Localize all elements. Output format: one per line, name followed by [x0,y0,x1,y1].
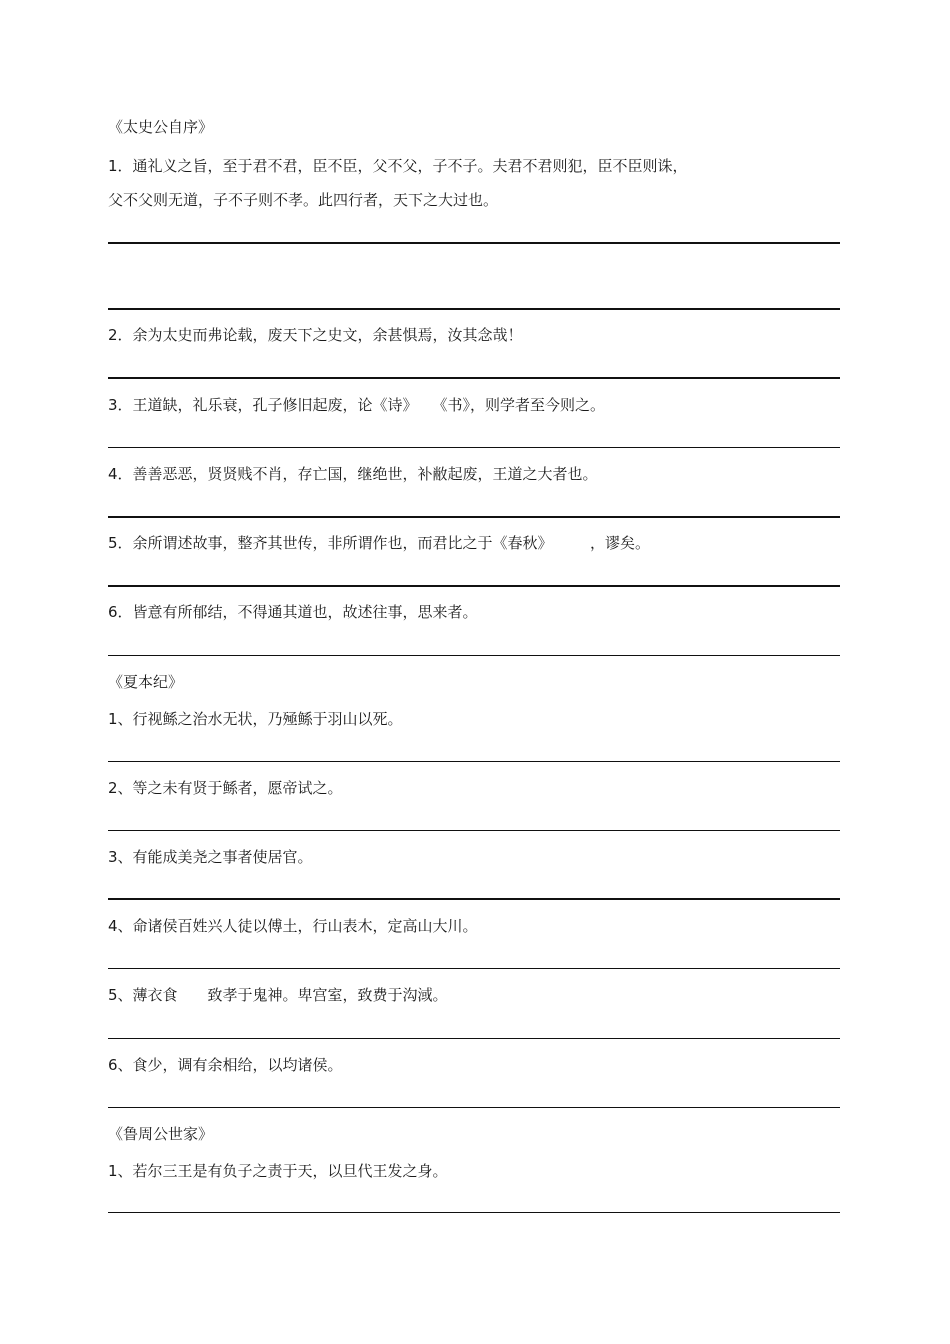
answer-line [108,242,840,244]
answer-line [108,447,840,448]
section-title: 《夏本纪》 [108,673,184,691]
sentence-line: 1、行视鲧之治水无状，乃殛鲧于羽山以死。 [108,710,403,728]
sentence-line: 2、等之未有贤于鲧者，愿帝试之。 [108,779,343,797]
section-title: 《鲁周公世家》 [108,1125,214,1143]
sentence-line: 6．皆意有所郁结，不得通其道也，故述往事，思来者。 [108,603,478,621]
answer-line [108,830,840,831]
sentence-line: 5．余所谓述故事，整齐其世传，非所谓作也，而君比之于《春秋》 ，谬矣。 [108,534,651,552]
sentence-line: 4．善善恶恶，贤贤贱不肖，存亡国，继绝世，补敝起废，王道之大者也。 [108,465,598,483]
answer-line [108,898,840,900]
answer-line [108,585,840,587]
answer-line [108,1212,840,1213]
sentence-line: 2．余为太史而弗论载，废天下之史文，余甚惧焉，汝其念哉！ [108,326,523,344]
sentence-line: 6、食少，调有余相给，以均诸侯。 [108,1056,343,1074]
answer-line [108,655,840,656]
section-title: 《太史公自序》 [108,118,214,136]
sentence-line: 3、有能成美尧之事者使居官。 [108,848,313,866]
answer-line [108,308,840,310]
answer-line [108,968,840,969]
sentence-line: 父不父则无道，子不子则不孝。此四行者，天下之大过也。 [108,191,499,209]
answer-line [108,1107,840,1108]
sentence-line: 1、若尔三王是有负子之责于天，以旦代王发之身。 [108,1162,448,1180]
sentence-line: 3．王道缺，礼乐衰，孔子修旧起废，论《诗》 《书》，则学者至今则之。 [108,396,606,414]
sentence-line: 1．通礼义之旨，至于君不君，臣不臣，父不父，子不子。夫君不君则犯，臣不臣则诛， [108,157,688,175]
answer-line [108,377,840,379]
sentence-line: 5、薄衣食 致孝于鬼神。卑宫室，致费于沟淢。 [108,986,448,1004]
answer-line [108,516,840,518]
answer-line [108,1038,840,1039]
sentence-line: 4、命诸侯百姓兴人徒以傅土，行山表木，定高山大川。 [108,917,478,935]
answer-line [108,761,840,762]
